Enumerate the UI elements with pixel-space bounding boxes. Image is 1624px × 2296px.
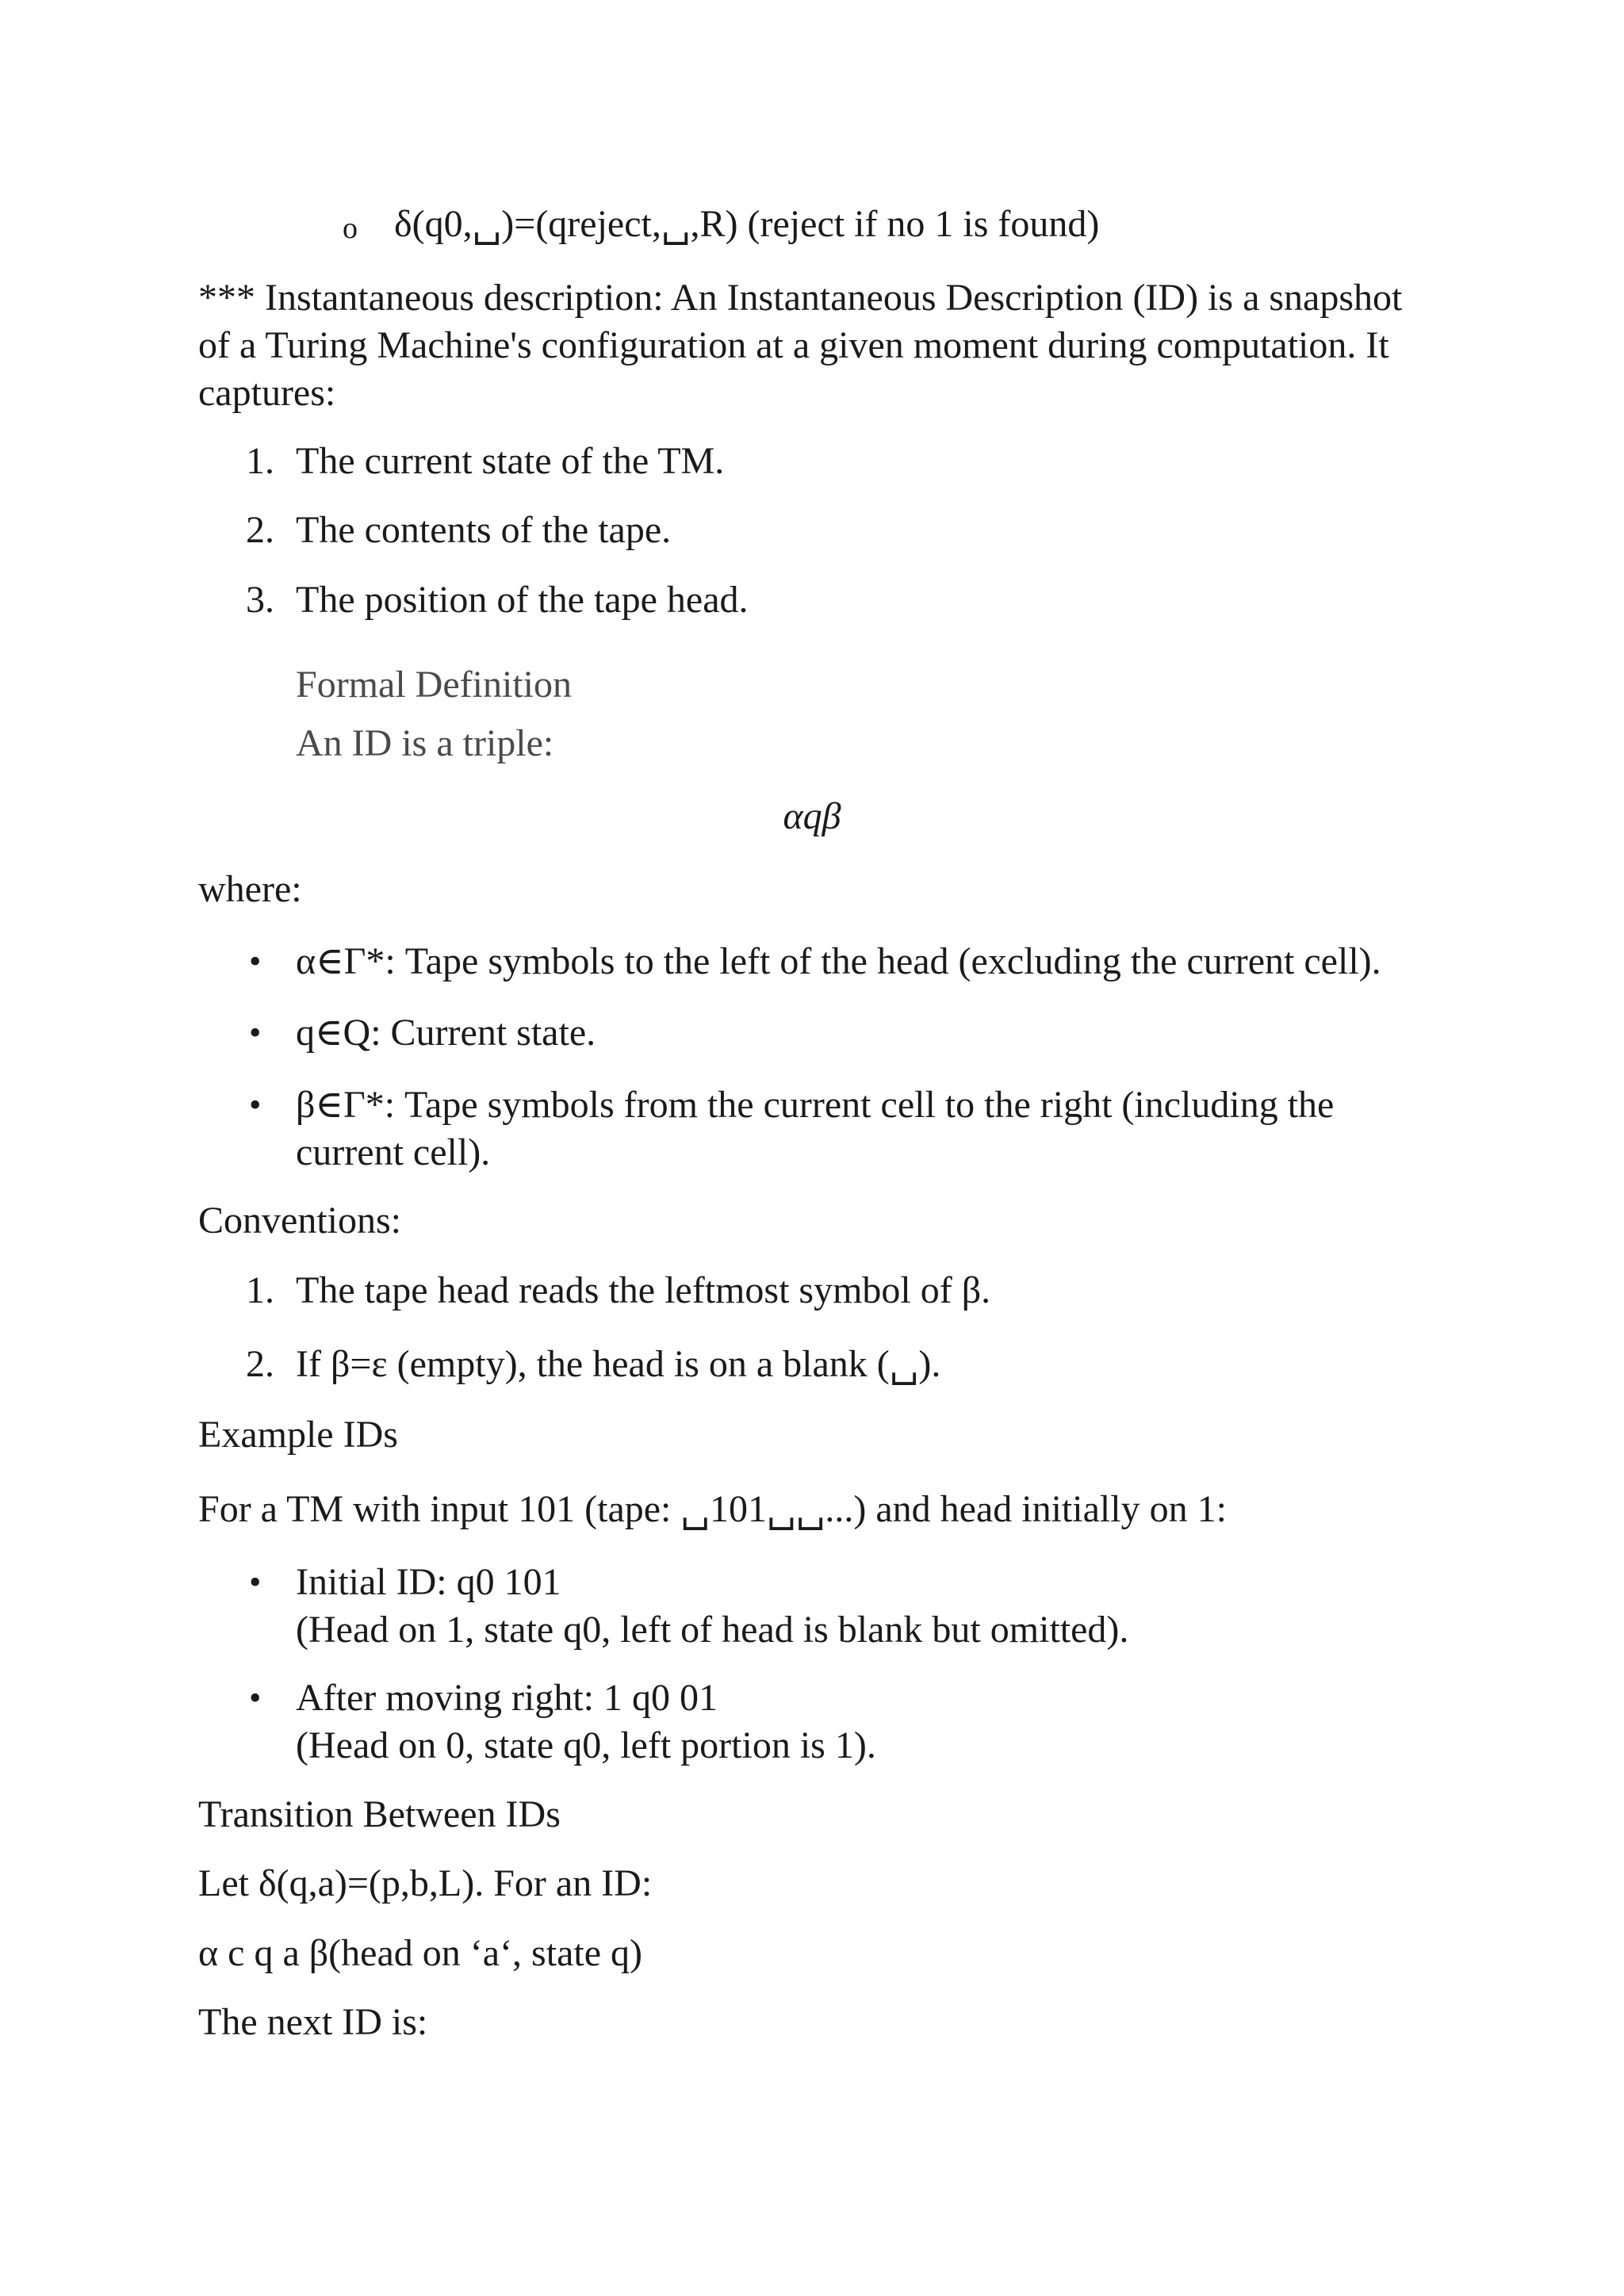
bullet-marker: •: [249, 1678, 262, 1717]
intro-line-2: of a Turing Machine's configuration at a given moment during computation. It: [198, 324, 1389, 366]
list-number: 3.: [246, 579, 274, 621]
list-number: 1.: [246, 440, 274, 482]
conventions-label: Conventions:: [198, 1200, 402, 1242]
formal-definition-heading: Formal Definition: [296, 664, 572, 706]
example-ids-heading: Example IDs: [198, 1414, 398, 1456]
transition-let: Let δ(q,a)=(p,b,L). For an ID:: [198, 1862, 653, 1904]
list-item: The position of the tape head.: [296, 579, 749, 621]
list-item: After moving right: 1 q0 01: [296, 1677, 718, 1719]
where-label: where:: [198, 868, 302, 910]
intro-line-3: captures:: [198, 372, 336, 414]
sub-bullet-marker: o: [343, 212, 358, 245]
bullet-marker: •: [249, 1085, 262, 1124]
list-item: α∈Γ*: Tape symbols to the left of the head (excluding the current cell).: [296, 940, 1381, 982]
transition-heading: Transition Between IDs: [198, 1793, 561, 1835]
formal-definition-text: An ID is a triple:: [296, 722, 554, 764]
bullet-marker: •: [249, 1013, 262, 1052]
bullet-marker: •: [249, 942, 262, 981]
sub-bullet-text: δ(q0,␣)=(qreject,␣,R) (reject if no 1 is found): [394, 203, 1100, 245]
list-item: q∈Q: Current state.: [296, 1012, 596, 1054]
list-item: The current state of the TM.: [296, 440, 725, 482]
list-item: The tape head reads the leftmost symbol of β.: [296, 1269, 991, 1311]
next-id-text: The next ID is:: [198, 2001, 428, 2043]
list-item-continuation: current cell).: [296, 1131, 491, 1173]
list-number: 2.: [246, 509, 274, 551]
bullet-marker: •: [249, 1563, 262, 1601]
list-item: The contents of the tape.: [296, 509, 672, 551]
example-intro: For a TM with input 101 (tape: ␣101␣␣...) and head initially on 1:: [198, 1488, 1227, 1530]
list-item: If β=ε (empty), the head is on a blank (␣).: [296, 1343, 941, 1385]
list-number: 2.: [246, 1343, 274, 1385]
list-item-continuation: (Head on 1, state q0, left of head is blank but omitted).: [296, 1609, 1129, 1651]
list-number: 1.: [246, 1269, 274, 1311]
list-item-continuation: (Head on 0, state q0, left portion is 1).: [296, 1724, 876, 1766]
intro-line-1: *** Instantaneous description: An Instantaneous Description (ID) is a snapshot: [198, 277, 1403, 319]
transition-id: α c q a β(head on ‘a‘, state q): [198, 1932, 642, 1974]
list-item: β∈Γ*: Tape symbols from the current cell to the right (including the: [296, 1084, 1335, 1126]
list-item: Initial ID: q0 101: [296, 1561, 561, 1603]
id-formula: αqβ: [783, 795, 841, 837]
